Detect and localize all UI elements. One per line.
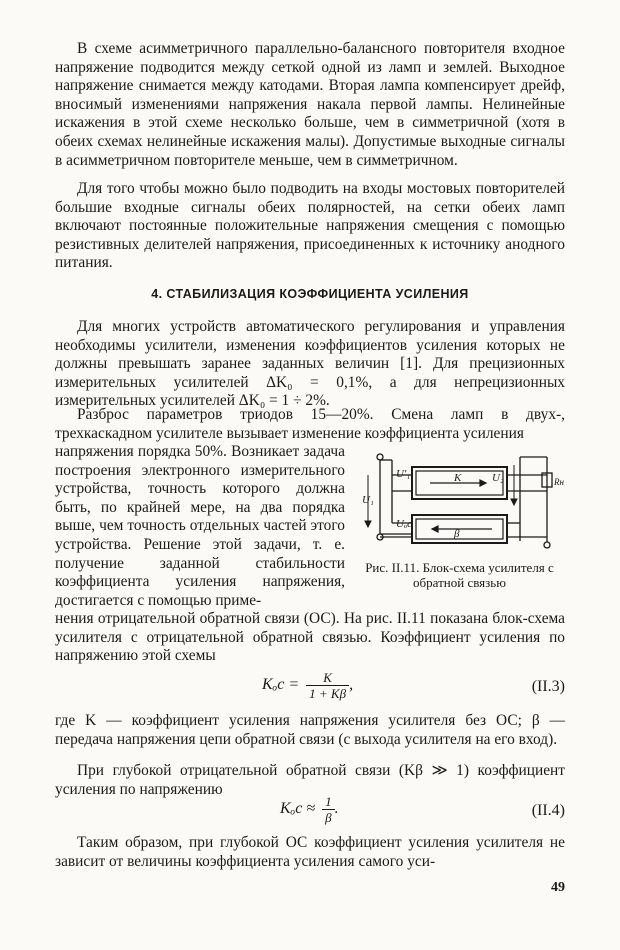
feedback-arrow-icon <box>432 526 492 532</box>
formula-ii3-tail: , <box>349 676 354 694</box>
formula-ii4-lhs: Kₒc ≈ <box>280 800 316 818</box>
paragraph-gain-requirements: Для многих устройств автоматического регулирования и управления необходимы усилители, изменения коэффициентов усиления которых не должны превышать заранее заданных величин [1]. Для прецизионных измерительных усилителей ΔK₀ = 0,1%, а для непрецизионных измерительных усилителей ΔK₀ = 1 ÷ 2%. <box>55 318 565 410</box>
formula-ii3-expression <box>262 670 353 701</box>
paragraph-bias-voltage: Для того чтобы можно было подводить на входы мостовых повторителей большие входные сигналы обеих полярностей, на сетки обеих ламп включают постоянные положительные напряжения смещения с помощью резистивных делителей напряжения, присоединенных к источнику анодного питания. <box>55 180 565 272</box>
formula-ii4-tail: . <box>334 800 339 818</box>
formula-ii4-denominator: β <box>325 810 332 825</box>
figure-caption: Рис. II.11. Блок-схема усилителя с обратной связью <box>365 560 554 590</box>
formula-ii3-denominator: 1 + Kβ <box>309 686 347 701</box>
formula-ii4-fraction <box>322 794 335 825</box>
formula-ii3-fraction <box>306 670 349 701</box>
formula-ii3-number: (II.3) <box>531 678 565 695</box>
paragraph-deep-feedback: При глубокой отрицательной обратной связи (Kβ ≫ 1) коэффициент усиления по напряжению <box>55 762 565 798</box>
label-rn: Rн <box>554 477 564 487</box>
paragraph-where-k: где K — коэффициент усиления напряжения усилителя без ОС; β — передача напряжения цепи обратной связи (с выхода усилителя на его вход). <box>55 712 565 748</box>
paragraph-triode-spread-start: Разброс параметров триодов 15—20%. Смена ламп в двух-, трехкаскадном усилителе вызывает изменение коэффициента усиления <box>55 406 565 442</box>
paragraph-wrapped-text: напряжения порядка 50%. Возникает задача построения электронного измерительного устройства, точность которого должна быть, по крайней мере, на два порядка выше, чем точность отдельных частей этого устройства. Решение этой задачи, т. е. получение заданной стабильности коэффициента усиления напряжения, достигается с помощью приме- <box>55 443 345 609</box>
paragraph-repeater-scheme: В схеме асимметричного параллельно-балансного повторителя входное напряжение подводится между сеткой одной из ламп и землей. Выходное напряжение снимается между катодами. Вторая лампа компенсирует дрейф, вносимый изменениями напряжения накала первой лампы. Нелинейные искажения в этой схеме несколько больше, чем в симметричной (хотя в обеих схемах нелинейные искажения малы). Допустимые выходные сигналы в асимметричном повторителе меньше, чем в симметричном. <box>55 40 565 169</box>
label-k: K <box>454 472 462 484</box>
formula-ii4-numerator: 1 <box>322 794 335 810</box>
formula-ii3-lhs: Kₒc = <box>262 676 300 694</box>
paragraph-feedback: нения отрицательной обратной связи (ОС). На рис. II.11 показана блок-схема усилителя с отрицательной обратной связью. Коэффициент усиления по напряжению этой схемы <box>55 610 565 665</box>
formula-ii4 <box>0 794 620 830</box>
label-u1-prime: U′₁ <box>396 468 411 480</box>
formula-ii4-number: (II.4) <box>531 802 565 819</box>
page-number: 49 <box>551 880 565 895</box>
label-beta: β <box>454 528 460 540</box>
output-voltage-arrow-icon <box>511 465 517 505</box>
paragraph-conclusion: Таким образом, при глубокой ОС коэффициент усиления усилителя не зависит от величины коэффициента усиления самого уси- <box>55 834 565 870</box>
formula-ii3-numerator: K <box>306 670 349 686</box>
formula-ii3 <box>0 670 620 706</box>
label-u2: U₂ <box>492 472 504 484</box>
label-uoc: Uₒc <box>396 518 412 530</box>
formula-ii4-expression <box>280 794 339 825</box>
label-u1: U₁ <box>362 494 374 506</box>
section-heading: 4. СТАБИЛИЗАЦИЯ КОЭФФИЦИЕНТА УСИЛЕНИЯ <box>151 287 469 301</box>
